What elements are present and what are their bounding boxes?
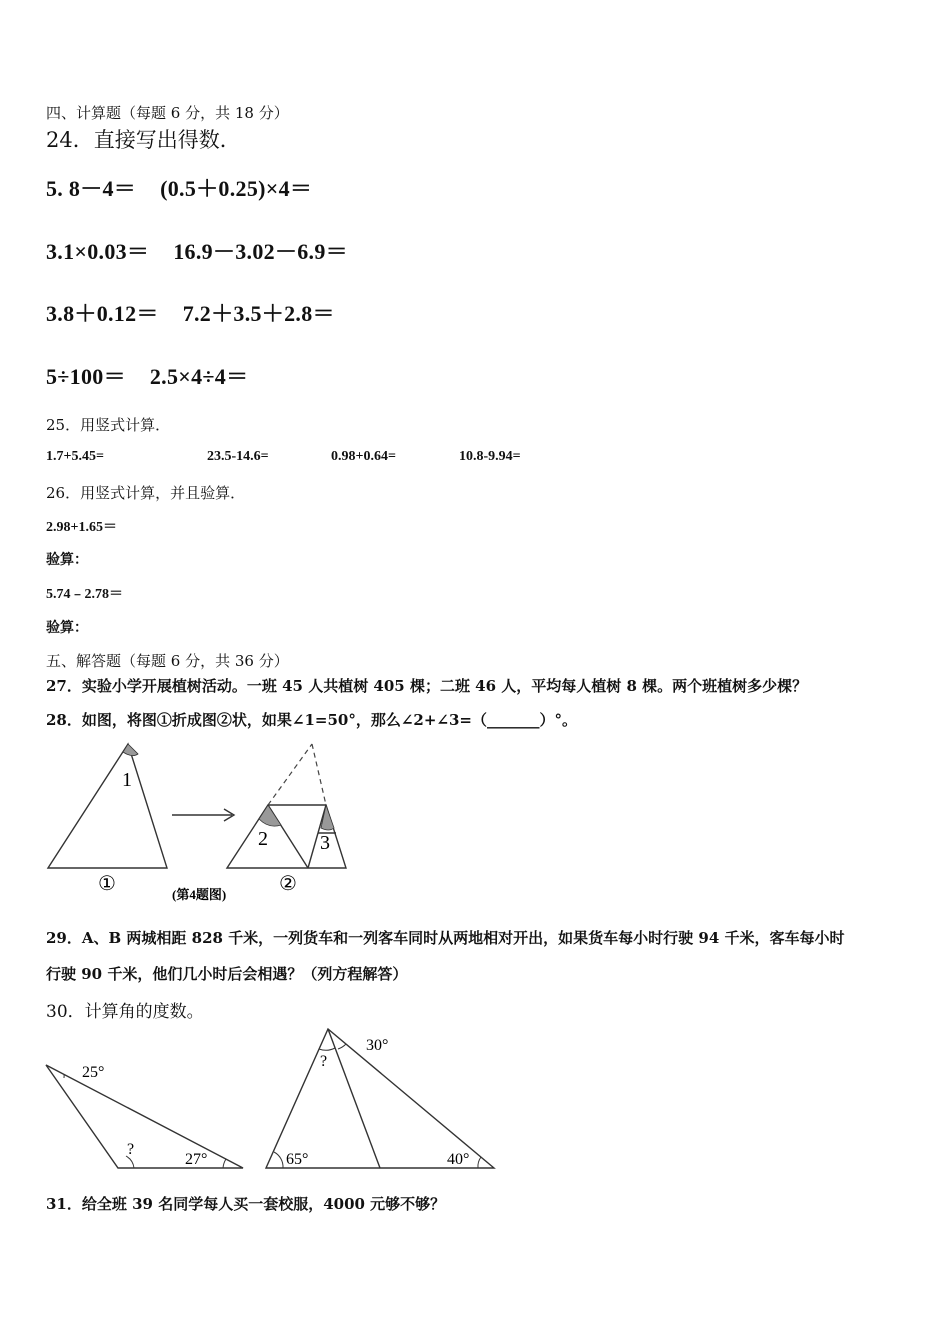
section-5-heading: 五、解答题（每题 6 分，共 36 分） — [46, 652, 289, 670]
angle-25-label: 25° — [82, 1064, 105, 1081]
q24-expr: 7.2＋3.5＋2.8＝ — [182, 301, 335, 326]
angle-27-label: 27° — [185, 1151, 208, 1168]
angle-2-label: 2 — [258, 828, 268, 850]
q28-fold-figure — [40, 738, 370, 908]
q26-expression-2: 5.74﹣2.78＝ — [46, 587, 123, 602]
angle-27-arc — [223, 1159, 226, 1168]
question-24-title: 24．直接写出得数． — [46, 128, 241, 152]
question-28: 28．如图，将图①折成图②状，如果∠1=50°，那么∠2+∠3=（_______）°。 — [46, 711, 577, 729]
q24-expr: 16.9－3.02－6.9＝ — [173, 239, 348, 264]
q24-expr: 3.1×0.03＝ — [46, 239, 150, 264]
q24-expr: 3.8＋0.12＝ — [46, 301, 159, 326]
q30-angle-figures — [38, 1022, 508, 1174]
unknown-angle-label-1: ? — [127, 1141, 135, 1158]
figure-caption: (第4题图) — [172, 887, 227, 902]
q26-expression-1: 2.98+1.65＝ — [46, 520, 117, 535]
unknown-angle-arc-2 — [319, 1048, 335, 1050]
q24-expr: 5÷100＝ — [46, 364, 126, 389]
q25-item: 0.98+0.64= — [331, 449, 396, 464]
q26-check-label-2: 验算： — [46, 621, 88, 636]
angle-65-label: 65° — [286, 1151, 309, 1168]
q25-items-row — [46, 449, 606, 469]
q25-item: 10.8-9.94= — [459, 449, 521, 464]
angle-30-arc — [338, 1044, 346, 1049]
angle-2-marker — [259, 805, 281, 826]
q24-expr: 2.5×4÷4＝ — [149, 364, 249, 389]
angle-1-marker — [123, 744, 138, 756]
question-30-title: 30．计算角的度数。 — [46, 1002, 204, 1022]
dashed-edge-left — [268, 744, 312, 805]
q24-row-1 — [46, 172, 312, 203]
angle-40-arc — [478, 1157, 481, 1168]
q25-item: 23.5-14.6= — [207, 449, 269, 464]
angle-3-marker — [321, 805, 334, 830]
triangle-1 — [46, 1065, 243, 1168]
dashed-edge-right — [312, 744, 326, 805]
question-25-title: 25．用竖式计算． — [46, 416, 171, 434]
angle-30-label: 30° — [366, 1037, 389, 1054]
q24-row-3 — [46, 297, 335, 328]
question-31: 31．给全班 39 名同学每人买一套校服，4000 元够不够？ — [46, 1195, 446, 1213]
figure-1-label: ① — [98, 873, 116, 895]
section-4-heading: 四、计算题（每题 6 分，共 18 分） — [46, 104, 289, 122]
question-29-line-1: 29．A、B 两城相距 828 千米，一列货车和一列客车同时从两地相对开出，如果货车每小时行驶 94 千米，客车每小时 — [46, 929, 845, 947]
q24-expr: (0.5＋0.25)×4＝ — [160, 176, 313, 201]
q24-row-4 — [46, 360, 248, 391]
original-triangle — [48, 744, 167, 868]
figure-2-label: ② — [279, 873, 297, 895]
q24-expr: 5. 8－4＝ — [46, 176, 137, 201]
angle-40-label: 40° — [447, 1151, 470, 1168]
q25-item: 1.7+5.45= — [46, 449, 104, 464]
q26-check-label-1: 验算： — [46, 553, 88, 568]
question-27: 27．实验小学开展植树活动。一班 45 人共植树 405 棵；二班 46 人，平均每人植树 8 棵。两个班植树多少棵？ — [46, 677, 808, 695]
angle-3-label: 3 — [320, 832, 330, 854]
q24-row-2 — [46, 235, 348, 266]
angle-1-label: 1 — [122, 769, 132, 791]
angle-65-arc — [274, 1152, 283, 1168]
question-26-title: 26．用竖式计算，并且验算． — [46, 484, 246, 502]
unknown-angle-label-2: ? — [320, 1053, 328, 1070]
question-29-line-2: 行驶 90 千米，他们几小时后会相遇？（列方程解答） — [46, 965, 408, 983]
fold-line-3 — [308, 833, 318, 868]
